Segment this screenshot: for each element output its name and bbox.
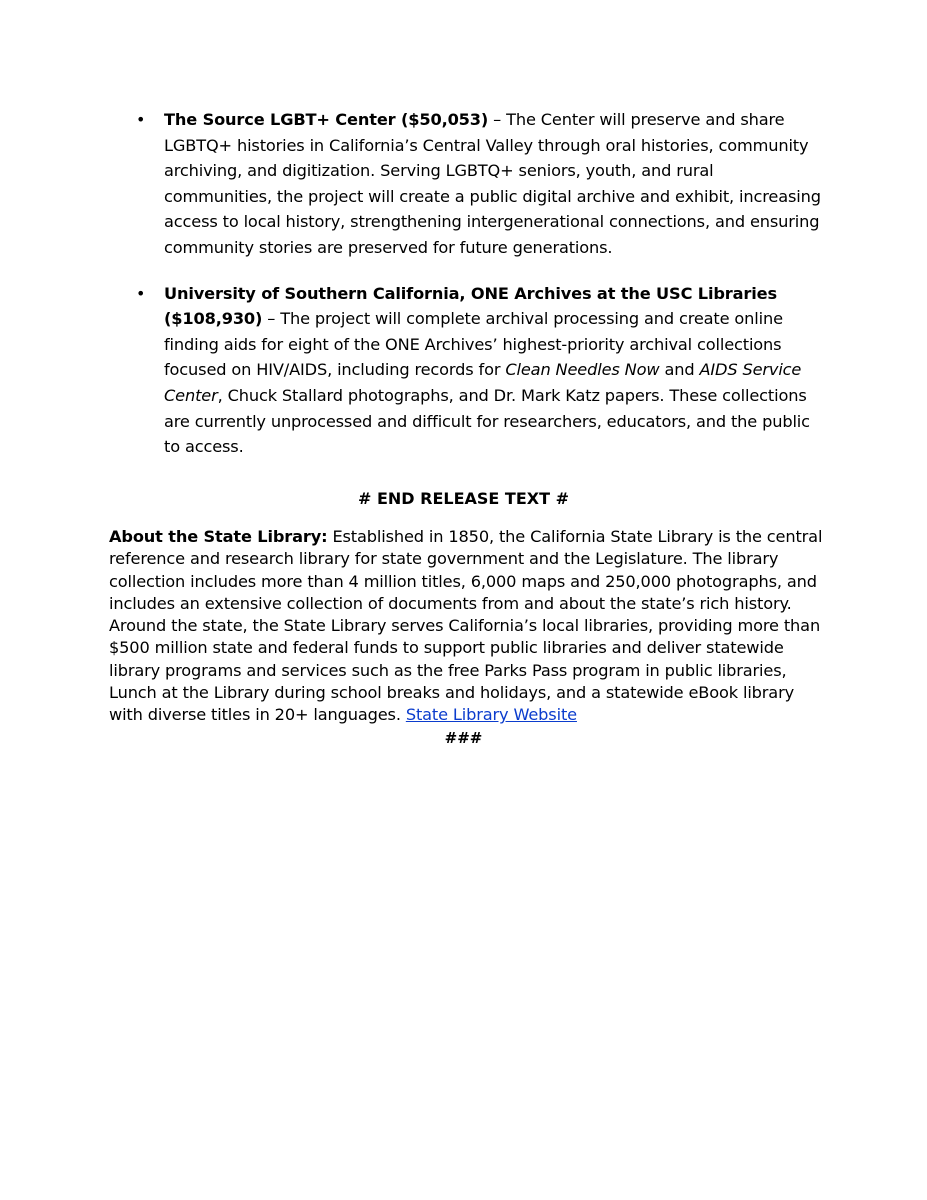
grant-item-source-lgbt-center: [136, 107, 824, 261]
about-label: About the State Library:: [109, 527, 328, 546]
bullet-icon: •: [136, 110, 146, 129]
grant-description-part: and: [659, 360, 700, 380]
grant-item-usc-one-archives: [136, 281, 824, 460]
bullet-icon: •: [136, 283, 146, 303]
grant-description: – The Center will preserve and share LGBTQ+ histories in California’s Central Valley through oral histories, community archiving, and digitization. Serving LGBTQ+ seniors, youth, and rural communities, the project will create a public digital archive and exhibit, increasing access to local history, strengthening intergenerational connections, and ensuring community stories are preserved for future generations.: [164, 110, 821, 257]
grant-description-part: – The project will complete archival processing and create online finding aids for eight of the ONE Archives’ highest-priority archival collections focused on HIV/AIDS, including records for: [164, 309, 783, 380]
collection-title: Clean Needles Now: [505, 360, 660, 380]
collection-title: AIDS Service Center: [164, 360, 802, 405]
about-text: Established in 1850, the California State Library is the central reference and research library for state government and the Legislature. The library collection includes more than 4 million titles, 6,000 maps and 250,000 photographs, and includes an extensive collection of documents from and about the state’s rich history. Around the state, the State Library serves California’s local libraries, providing more than $500 million state and federal funds to support public libraries and deliver statewide library programs and services such as the free Parks Pass program in public libraries, Lunch at the Library during school breaks and holidays, and a statewide eBook library with diverse titles in 20+ languages.: [109, 527, 823, 725]
grant-name: The Source LGBT+ Center ($50,053): [164, 110, 489, 129]
end-release-heading: # END RELEASE TEXT #: [358, 489, 569, 508]
end-marks: ###: [444, 729, 483, 747]
grant-name: University of Southern California, ONE Archives at the USC Libraries ($108,930): [164, 283, 777, 329]
grant-list: [0, 107, 927, 460]
about-paragraph: [109, 526, 829, 727]
state-library-website-link[interactable]: State Library Website: [405, 705, 577, 725]
grant-description-part: , Chuck Stallard photographs, and Dr. Mark Katz papers. These collections are currently unprocessed and difficult for researchers, educators, and the public to access.: [164, 385, 810, 457]
